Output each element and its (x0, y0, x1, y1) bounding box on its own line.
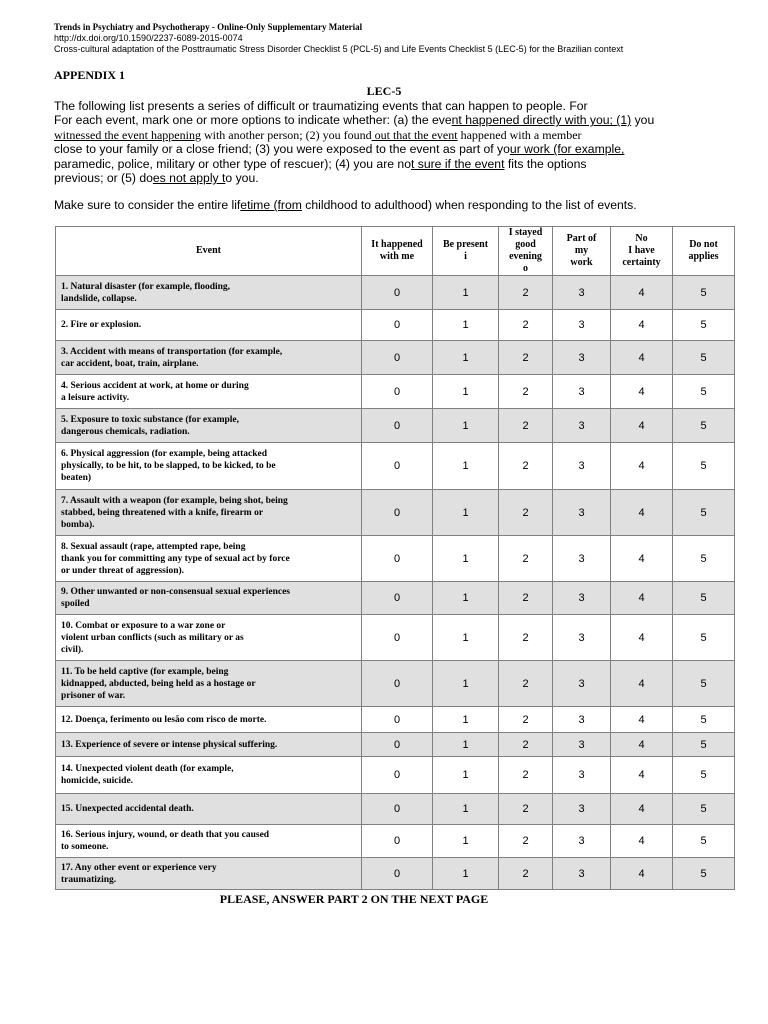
option-cell-0[interactable]: 0 (362, 825, 433, 858)
option-cell-2[interactable]: 2 (499, 582, 553, 615)
option-cell-2[interactable]: 2 (499, 858, 553, 890)
option-cell-2[interactable]: 2 (499, 536, 553, 582)
table-row (56, 794, 735, 825)
option-cell-1[interactable]: 1 (433, 707, 499, 733)
event-description: 13. Experience of severe or intense physical suffering. (56, 733, 362, 757)
option-cell-3[interactable]: 3 (553, 443, 611, 490)
option-cell-0[interactable]: 0 (362, 794, 433, 825)
event-description: 10. Combat or exposure to a war zone or violent urban conflicts (such as military or as civil). (56, 615, 362, 661)
table-row (56, 707, 735, 733)
option-cell-1[interactable]: 1 (433, 858, 499, 890)
event-description: 11. To be held captive (for example, being kidnapped, abducted, being held as a hostage or prisoner of war. (56, 661, 362, 707)
option-cell-4[interactable]: 4 (611, 858, 673, 890)
option-cell-4[interactable]: 4 (611, 661, 673, 707)
event-description: 1. Natural disaster (for example, flooding, landslide, collapse. (56, 276, 362, 310)
column-header-option-0: It happened with me (362, 227, 433, 276)
option-cell-1[interactable]: 1 (433, 661, 499, 707)
option-cell-1[interactable]: 1 (433, 757, 499, 794)
option-cell-1[interactable]: 1 (433, 375, 499, 409)
column-header-option-5: Do not applies (673, 227, 735, 276)
option-cell-2[interactable]: 2 (499, 733, 553, 757)
option-cell-1[interactable]: 1 (433, 310, 499, 341)
lec5-table (55, 226, 735, 890)
option-cell-2[interactable]: 2 (499, 375, 553, 409)
table-row (56, 310, 735, 341)
option-cell-0[interactable]: 0 (362, 661, 433, 707)
option-cell-0[interactable]: 0 (362, 341, 433, 375)
instructions (54, 99, 714, 185)
option-cell-4[interactable]: 4 (611, 276, 673, 310)
option-cell-2[interactable]: 2 (499, 757, 553, 794)
event-description: 12. Doença, ferimento ou lesão com risco de morte. (56, 707, 362, 733)
option-cell-3[interactable]: 3 (553, 375, 611, 409)
table-row (56, 733, 735, 757)
option-cell-3[interactable]: 3 (553, 733, 611, 757)
event-description: 14. Unexpected violent death (for example, homicide, suicide. (56, 757, 362, 794)
option-cell-3[interactable]: 3 (553, 582, 611, 615)
option-cell-0[interactable]: 0 (362, 733, 433, 757)
event-description: 2. Fire or explosion. (56, 310, 362, 341)
option-cell-3[interactable]: 3 (553, 825, 611, 858)
instructions-line: witnessed the event happening with another person; (2) you found out that the event happened with a member (54, 127, 582, 142)
next-page-note: PLEASE, ANSWER PART 2 ON THE NEXT PAGE (219, 892, 489, 906)
option-cell-1[interactable]: 1 (433, 582, 499, 615)
column-header-option-4: No I have certainty (611, 227, 673, 276)
option-cell-3[interactable]: 3 (553, 858, 611, 890)
table-row (56, 341, 735, 375)
option-cell-2[interactable]: 2 (499, 276, 553, 310)
option-cell-5[interactable]: 5 (673, 661, 735, 707)
instructions-line: close to your family or a close friend; (3) you were exposed to the event as part of your work (for example, (54, 142, 625, 157)
appendix-label: APPENDIX 1 (54, 68, 125, 82)
option-cell-4[interactable]: 4 (611, 409, 673, 443)
option-cell-1[interactable]: 1 (433, 443, 499, 490)
option-cell-5[interactable]: 5 (673, 375, 735, 409)
option-cell-3[interactable]: 3 (553, 341, 611, 375)
option-cell-3[interactable]: 3 (553, 661, 611, 707)
option-cell-4[interactable]: 4 (611, 733, 673, 757)
lifetime-note: Make sure to consider the entire lifetime (from childhood to adulthood) when responding to the list of events. (54, 198, 637, 212)
document-header (54, 22, 623, 55)
option-cell-2[interactable]: 2 (499, 707, 553, 733)
event-description: 7. Assault with a weapon (for example, being shot, being stabbed, being threatened with a knife, firearm or bomba). (56, 490, 362, 536)
instructions-line: For each event, mark one or more options to indicate whether: (a) the event happened directly with you; (1) you (54, 113, 655, 128)
option-cell-5[interactable]: 5 (673, 825, 735, 858)
option-cell-0[interactable]: 0 (362, 707, 433, 733)
option-cell-3[interactable]: 3 (553, 707, 611, 733)
column-header-option-1: Be present i (433, 227, 499, 276)
journal-title: Trends in Psychiatry and Psychotherapy - Online-Only Supplementary Material (54, 22, 363, 32)
option-cell-1[interactable]: 1 (433, 825, 499, 858)
option-cell-0[interactable]: 0 (362, 276, 433, 310)
option-cell-1[interactable]: 1 (433, 490, 499, 536)
table-row (56, 757, 735, 794)
table-row (56, 536, 735, 582)
option-cell-2[interactable]: 2 (499, 310, 553, 341)
option-cell-0[interactable]: 0 (362, 490, 433, 536)
option-cell-3[interactable]: 3 (553, 536, 611, 582)
instructions-line: paramedic, police, military or other type of rescuer); (4) you are not sure if the event fits the options (54, 156, 587, 171)
option-cell-2[interactable]: 2 (499, 490, 553, 536)
option-cell-5[interactable]: 5 (673, 794, 735, 825)
table-row (56, 276, 735, 310)
table-row (56, 825, 735, 858)
option-cell-2[interactable]: 2 (499, 443, 553, 490)
option-cell-4[interactable]: 4 (611, 707, 673, 733)
option-cell-3[interactable]: 3 (553, 794, 611, 825)
event-description: 15. Unexpected accidental death. (56, 794, 362, 825)
option-cell-4[interactable]: 4 (611, 490, 673, 536)
table-row (56, 858, 735, 890)
event-description: 8. Sexual assault (rape, attempted rape, being thank you for committing any type of sexual act by force or under threat of aggression). (56, 536, 362, 582)
column-header-event: Event (56, 227, 362, 276)
option-cell-0[interactable]: 0 (362, 443, 433, 490)
option-cell-4[interactable]: 4 (611, 310, 673, 341)
event-description: 9. Other unwanted or non-consensual sexual experiences spoiled (56, 582, 362, 615)
table-row (56, 375, 735, 409)
table-row (56, 409, 735, 443)
option-cell-5[interactable]: 5 (673, 733, 735, 757)
option-cell-1[interactable]: 1 (433, 536, 499, 582)
option-cell-2[interactable]: 2 (499, 825, 553, 858)
option-cell-0[interactable]: 0 (362, 858, 433, 890)
option-cell-2[interactable]: 2 (499, 341, 553, 375)
option-cell-0[interactable]: 0 (362, 375, 433, 409)
option-cell-3[interactable]: 3 (553, 276, 611, 310)
instructions-line: previous; or (5) does not apply to you. (54, 171, 259, 186)
option-cell-0[interactable]: 0 (362, 310, 433, 341)
option-cell-3[interactable]: 3 (553, 615, 611, 661)
option-cell-1[interactable]: 1 (433, 733, 499, 757)
option-cell-0[interactable]: 0 (362, 582, 433, 615)
option-cell-5[interactable]: 5 (673, 536, 735, 582)
option-cell-5[interactable]: 5 (673, 582, 735, 615)
event-description: 4. Serious accident at work, at home or during a leisure activity. (56, 375, 362, 409)
table-row (56, 490, 735, 536)
option-cell-1[interactable]: 1 (433, 409, 499, 443)
option-cell-5[interactable]: 5 (673, 341, 735, 375)
option-cell-5[interactable]: 5 (673, 707, 735, 733)
option-cell-5[interactable]: 5 (673, 615, 735, 661)
option-cell-4[interactable]: 4 (611, 794, 673, 825)
option-cell-5[interactable]: 5 (673, 757, 735, 794)
event-description: 3. Accident with means of transportation (for example, car accident, boat, train, airplane. (56, 341, 362, 375)
column-header-option-2: I stayed good evening o (499, 227, 553, 276)
option-cell-0[interactable]: 0 (362, 615, 433, 661)
option-cell-4[interactable]: 4 (611, 825, 673, 858)
event-description: 5. Exposure to toxic substance (for example, dangerous chemicals, radiation. (56, 409, 362, 443)
option-cell-4[interactable]: 4 (611, 757, 673, 794)
option-cell-5[interactable]: 5 (673, 490, 735, 536)
option-cell-2[interactable]: 2 (499, 661, 553, 707)
event-description: 17. Any other event or experience very traumatizing. (56, 858, 362, 890)
table-row (56, 443, 735, 490)
option-cell-5[interactable]: 5 (673, 310, 735, 341)
table-row (56, 582, 735, 615)
doi-link[interactable]: http://dx.doi.org/10.1590/2237-6089-2015-0074 (54, 33, 243, 43)
option-cell-0[interactable]: 0 (362, 409, 433, 443)
instructions-line: The following list presents a series of difficult or traumatizing events that can happen to people. For (54, 99, 588, 113)
option-cell-4[interactable]: 4 (611, 375, 673, 409)
option-cell-5[interactable]: 5 (673, 409, 735, 443)
option-cell-3[interactable]: 3 (553, 310, 611, 341)
option-cell-4[interactable]: 4 (611, 582, 673, 615)
article-description: Cross-cultural adaptation of the Posttraumatic Stress Disorder Checklist 5 (PCL-5) and Life Events Checklist 5 (LEC-5) for the Brazilian context (54, 44, 624, 54)
option-cell-1[interactable]: 1 (433, 615, 499, 661)
column-header-option-3: Part of my work (553, 227, 611, 276)
option-cell-0[interactable]: 0 (362, 757, 433, 794)
option-cell-4[interactable]: 4 (611, 615, 673, 661)
event-description: 16. Serious injury, wound, or death that you caused to someone. (56, 825, 362, 858)
option-cell-1[interactable]: 1 (433, 794, 499, 825)
option-cell-3[interactable]: 3 (553, 490, 611, 536)
option-cell-0[interactable]: 0 (362, 536, 433, 582)
option-cell-4[interactable]: 4 (611, 443, 673, 490)
option-cell-3[interactable]: 3 (553, 409, 611, 443)
option-cell-1[interactable]: 1 (433, 341, 499, 375)
event-description: 6. Physical aggression (for example, being attacked physically, to be hit, to be slapped, to be kicked, to be beaten) (56, 443, 362, 490)
option-cell-5[interactable]: 5 (673, 276, 735, 310)
table-row (56, 615, 735, 661)
option-cell-1[interactable]: 1 (433, 276, 499, 310)
option-cell-3[interactable]: 3 (553, 757, 611, 794)
page-title: LEC-5 (366, 84, 402, 98)
option-cell-4[interactable]: 4 (611, 341, 673, 375)
option-cell-2[interactable]: 2 (499, 409, 553, 443)
option-cell-5[interactable]: 5 (673, 858, 735, 890)
option-cell-2[interactable]: 2 (499, 794, 553, 825)
option-cell-4[interactable]: 4 (611, 536, 673, 582)
table-row (56, 661, 735, 707)
option-cell-5[interactable]: 5 (673, 443, 735, 490)
option-cell-2[interactable]: 2 (499, 615, 553, 661)
